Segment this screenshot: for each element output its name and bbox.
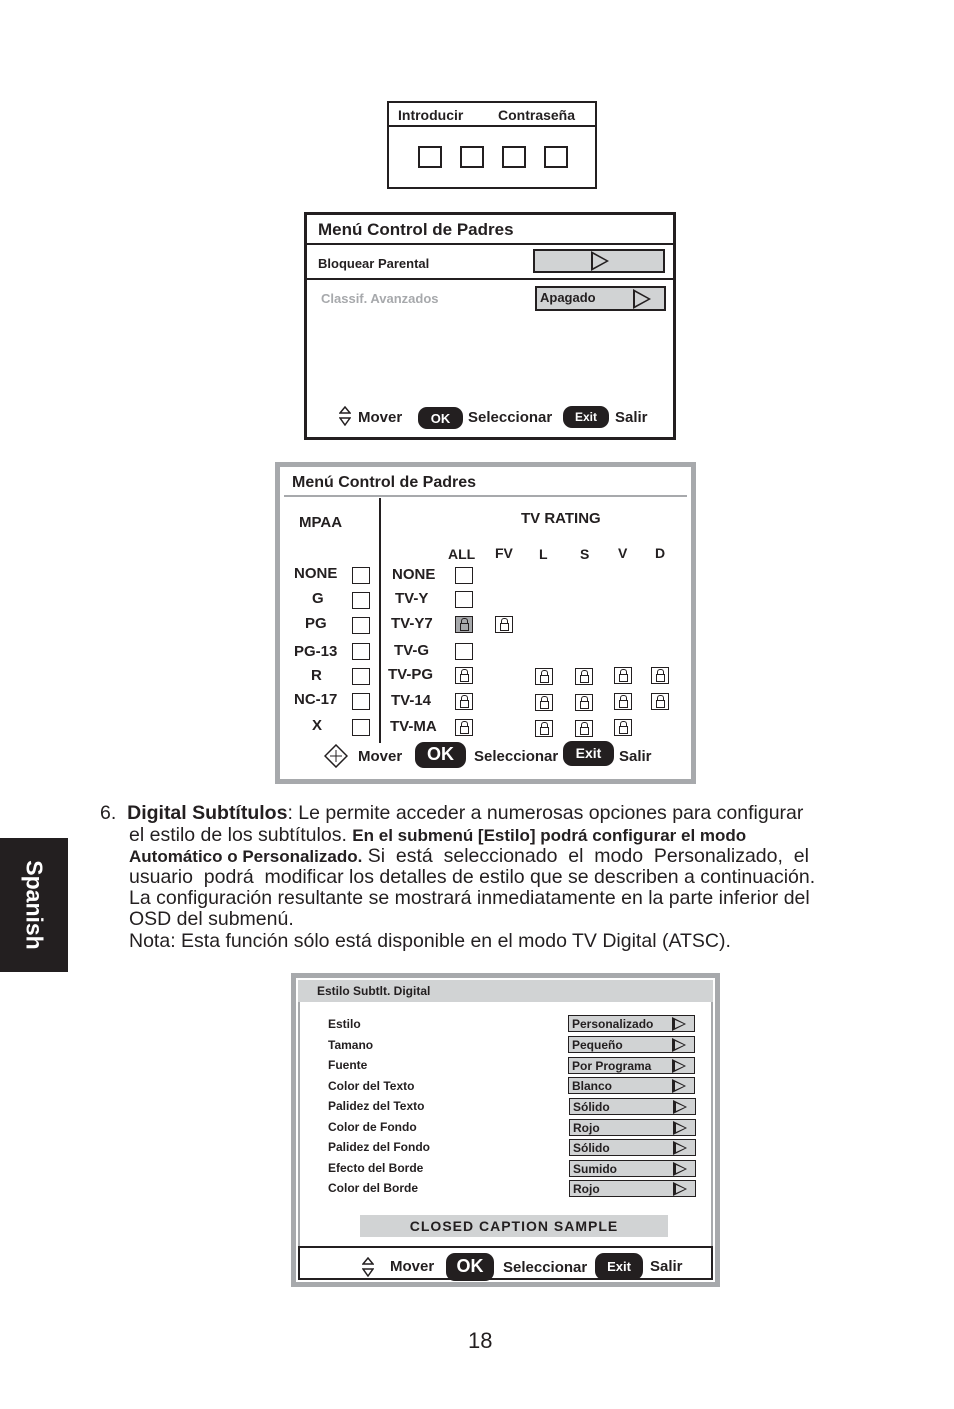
caption-style-title: Estilo Subtlt. Digital [317, 984, 431, 998]
tv-checkbox[interactable] [455, 567, 473, 584]
password-digit-1[interactable] [418, 146, 442, 168]
nav-exit-label: Salir [619, 748, 652, 765]
parental-lock-value[interactable] [533, 249, 665, 273]
row-label-color-texto: Color del Texto [328, 1079, 415, 1093]
lock-icon[interactable] [495, 616, 513, 633]
row-value-text: Rojo [573, 1121, 600, 1135]
mpaa-label-r: R [311, 667, 322, 684]
mpaa-checkbox[interactable] [352, 567, 370, 584]
password-dialog [387, 101, 597, 189]
lock-icon[interactable] [575, 694, 593, 711]
mpaa-label-pg: PG [305, 615, 327, 632]
rating-menu [275, 462, 696, 784]
row-label-color-fondo: Color de Fondo [328, 1120, 417, 1134]
row-value-text: Sólido [573, 1100, 610, 1114]
caption-style-body [298, 1002, 713, 1246]
caption-sample-preview: CLOSED CAPTION SAMPLE [360, 1215, 668, 1237]
row-value-color-texto[interactable] [568, 1077, 695, 1094]
row-label-color-borde: Color del Borde [328, 1181, 419, 1195]
row-label-efecto-borde: Efecto del Borde [328, 1161, 424, 1175]
row-label-tamano: Tamano [328, 1038, 374, 1052]
mpaa-checkbox[interactable] [352, 719, 370, 736]
nav-select-label: Seleccionar [503, 1259, 588, 1276]
col-header-d: D [655, 545, 666, 561]
password-header [389, 103, 595, 127]
tv-label-tv14: TV-14 [391, 692, 432, 709]
row-value-efecto-borde[interactable] [569, 1160, 696, 1177]
mpaa-checkbox[interactable] [352, 617, 370, 634]
tv-label-tvy: TV-Y [395, 590, 429, 607]
row-value-text: Pequeño [572, 1038, 623, 1052]
lock-icon[interactable] [535, 720, 553, 737]
four-way-arrows-icon [324, 744, 348, 768]
tv-checkbox[interactable] [455, 643, 473, 660]
lock-icon[interactable] [455, 693, 473, 710]
rating-menu-title: Menú Control de Padres [284, 471, 687, 497]
line3-bold: Automático o Personalizado. [129, 847, 363, 866]
advanced-ratings-value-text: Apagado [540, 290, 596, 305]
row-value-color-borde[interactable] [569, 1180, 696, 1197]
mpaa-header: MPAA [299, 514, 343, 531]
advanced-ratings-value[interactable] [535, 286, 666, 311]
lock-icon[interactable] [535, 694, 553, 711]
password-digit-4[interactable] [544, 146, 568, 168]
side-tab-label: Spanish [21, 860, 48, 950]
nav-select-label: Seleccionar [468, 409, 553, 426]
exit-button[interactable]: Exit [563, 406, 609, 428]
lock-icon[interactable] [614, 693, 632, 710]
line3-text: Si está seleccionado el modo Personalizado, el [367, 845, 809, 867]
advanced-ratings-label: Classif. Avanzados [321, 291, 439, 306]
column-divider [379, 498, 381, 743]
row-label-palidez-texto: Palidez del Texto [328, 1099, 425, 1113]
parental-menu [304, 212, 676, 440]
caption-style-footer [298, 1246, 713, 1280]
lock-icon[interactable] [651, 667, 669, 684]
row-value-text: Personalizado [572, 1017, 654, 1031]
password-label-right: Contraseña [498, 107, 576, 123]
col-header-fv: FV [495, 545, 513, 561]
line6-text: OSD del submenú. [129, 908, 294, 930]
exit-button[interactable]: Exit [595, 1253, 643, 1280]
mpaa-label-nc17: NC-17 [294, 691, 338, 708]
nav-select-label: Seleccionar [474, 748, 559, 765]
row-label-estilo: Estilo [328, 1017, 361, 1031]
language-side-tab [0, 838, 68, 972]
lock-icon[interactable] [651, 693, 669, 710]
exit-button[interactable]: Exit [563, 741, 614, 766]
row-value-text: Blanco [572, 1079, 613, 1093]
row-value-tamano[interactable] [568, 1036, 695, 1053]
mpaa-checkbox[interactable] [352, 643, 370, 660]
mpaa-label-g: G [312, 590, 324, 607]
tv-rating-header: TV RATING [521, 510, 601, 527]
row-value-color-fondo[interactable] [569, 1119, 696, 1136]
lock-icon[interactable] [614, 667, 632, 684]
lock-icon[interactable] [614, 719, 632, 736]
lock-icon[interactable] [535, 668, 553, 685]
row-value-text: Sumido [573, 1162, 617, 1176]
nav-exit-label: Salir [650, 1258, 683, 1275]
row-label-fuente: Fuente [328, 1058, 368, 1072]
line2-bold: En el submenú [Estilo] podrá configurar el modo [352, 826, 747, 845]
nav-move-label: Mover [358, 409, 403, 426]
caption-style-menu [291, 973, 720, 1287]
mpaa-checkbox[interactable] [352, 693, 370, 710]
mpaa-label-none: NONE [294, 565, 338, 582]
ok-button[interactable]: OK [446, 1253, 494, 1281]
tv-label-none: NONE [392, 566, 436, 583]
row-label-palidez-fondo: Palidez del Fondo [328, 1140, 431, 1154]
tv-label-tvma: TV-MA [390, 718, 437, 735]
tv-checkbox[interactable] [455, 591, 473, 608]
page-number: 18 [468, 1328, 493, 1353]
line2-text: el estilo de los subtítulos. [129, 824, 347, 846]
row-value-text: Sólido [573, 1141, 610, 1155]
parental-lock-row[interactable] [307, 245, 673, 280]
mpaa-label-pg13: PG-13 [294, 643, 338, 660]
line7-text: Nota: Esta función sólo está disponible en el modo TV Digital (ATSC). [129, 930, 731, 952]
ok-button[interactable]: OK [415, 742, 466, 768]
lock-icon[interactable] [575, 668, 593, 685]
up-down-arrows-icon [339, 406, 351, 426]
mpaa-checkbox[interactable] [352, 668, 370, 685]
line5-text: La configuración resultante se mostrará inmediatamente en la parte inferior del [129, 887, 810, 909]
mpaa-label-x: X [312, 717, 323, 734]
row-value-text: Por Programa [572, 1059, 652, 1073]
row-value-palidez-fondo[interactable] [569, 1139, 696, 1156]
lock-icon[interactable] [455, 667, 473, 684]
col-header-v: V [618, 545, 628, 561]
col-header-l: L [539, 546, 548, 562]
row-value-palidez-texto[interactable] [569, 1098, 696, 1115]
parental-menu-title: Menú Control de Padres [307, 215, 673, 245]
password-label-left: Introducir [398, 107, 464, 123]
row-value-text: Rojo [573, 1182, 600, 1196]
tv-label-tvy7: TV-Y7 [391, 615, 433, 632]
line1-text: : Le permite acceder a numerosas opciones para configurar [287, 802, 804, 824]
caption-style-titlebar [298, 980, 713, 1002]
nav-move-label: Mover [390, 1258, 435, 1275]
col-header-all: ALL [448, 546, 476, 562]
row-value-estilo[interactable] [568, 1015, 695, 1032]
tv-label-tvg: TV-G [394, 642, 430, 659]
item-number: 6. [100, 802, 117, 824]
parental-lock-label: Bloquear Parental [318, 256, 430, 271]
row-value-fuente[interactable] [568, 1057, 695, 1074]
nav-move-label: Mover [358, 748, 403, 765]
item-heading: Digital Subtítulos [127, 802, 288, 824]
lock-icon[interactable] [575, 720, 593, 737]
up-down-arrows-icon [362, 1257, 374, 1277]
mpaa-checkbox[interactable] [352, 592, 370, 609]
lock-icon[interactable] [455, 719, 473, 736]
password-digit-3[interactable] [502, 146, 526, 168]
ok-button[interactable]: OK [418, 407, 463, 429]
nav-exit-label: Salir [615, 409, 648, 426]
line4-text: usuario podrá modificar los detalles de estilo que se describen a continuación. [129, 866, 816, 888]
password-digit-2[interactable] [460, 146, 484, 168]
tv-label-tvpg: TV-PG [388, 666, 434, 683]
lock-icon[interactable] [455, 616, 473, 633]
col-header-s: S [580, 546, 590, 562]
